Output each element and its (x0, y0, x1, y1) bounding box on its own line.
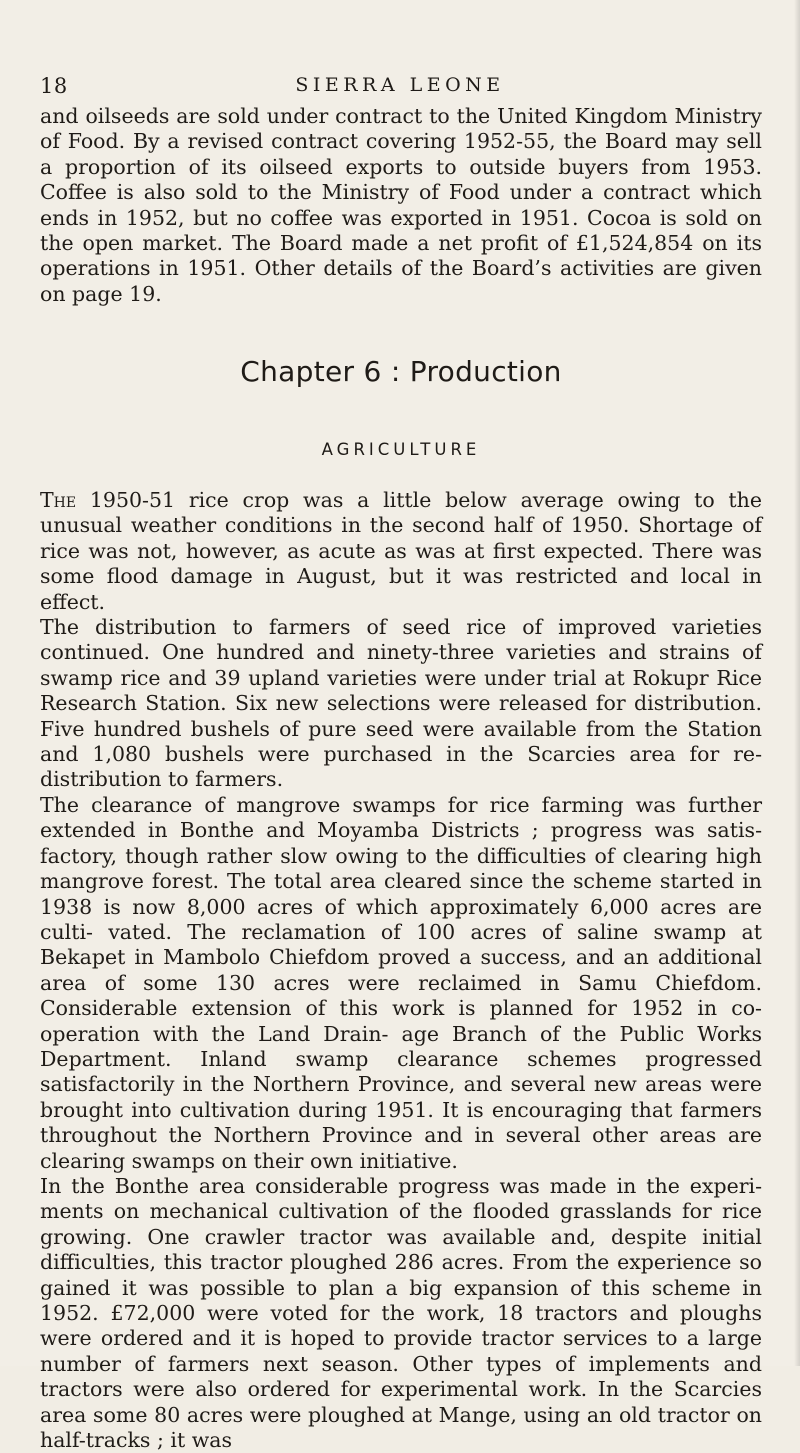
paragraph-text: In the Bonthe area considerable progress was made in the experi- ments on mechanical cultivation of the flooded grasslands for rice growing. One crawler tractor was available and, despite initial difficulties, this tractor ploughed 286 acres. From the experience so gained it was possible to plan a big expansion of this scheme in 1952. £72,000 were voted for the work, 18 tractors and ploughs were ordered and it is hoped to provide tractor services to a large number of farmers next season. Other types of implements and tractors were also ordered for experimental work. In the Scarcies area some 80 acres were ploughed at Mange, using an old tractor on half-tracks ; it was (40, 1173, 762, 1453)
running-header (40, 74, 760, 100)
page-number: 18 (40, 74, 68, 98)
paragraph-text: The clearance of mangrove swamps for rice farming was further extended in Bonthe and Moyamba Districts ; progress was satis- factory, though rather slow owing to the difficulties of clearing high mangrove forest. The total area cleared since the scheme started in 1938 is now 8,000 acres of which approximately 6,000 acres are culti- vated. The reclamation of 100 acres of saline swamp at Bekapet in Mambolo Chiefdom proved a success, and an additional area of some 130 acres were reclaimed in Samu Chiefdom. Considerable extension of this work is planned for 1952 in co-operation with the Land Drain- age Branch of the Public Works Department. Inland swamp clearance schemes progressed satisfactorily in the Northern Province, and several new areas were brought into cultivation during 1951. It is encouraging that farmers throughout the Northern Province and in several other areas are clearing swamps on their own initiative. (40, 792, 762, 1173)
section-heading: AGRICULTURE (321, 440, 481, 459)
body-paragraph (40, 793, 762, 1174)
body-paragraph (40, 1174, 762, 1453)
body-paragraph (40, 488, 762, 615)
agriculture-text-block (40, 488, 762, 1453)
running-title: SIERRA LEONE (295, 74, 505, 96)
page-edge-shadow (794, 0, 800, 1366)
paragraph-text: The distribution to farmers of seed rice of improved varieties continued. One hundred and ninety-three varieties and strains of swamp rice and 39 upland varieties were under trial at Rokupr Rice Research Station. Six new selections were released for distribution. Five hundred bushels of pure seed were available from the Station and 1,080 bushels were purchased in the Scarcies area for re-distribution to farmers. (40, 615, 762, 792)
body-paragraph (40, 615, 762, 793)
intro-text-block (40, 104, 762, 307)
chapter-title: Chapter 6 : Production (240, 355, 562, 388)
intro-paragraph: and oilseeds are sold under contract to the United Kingdom Ministry of Food. By a revised contract covering 1952-55, the Board may sell a proportion of its oilseed exports to outside buyers from 1953. Coffee is also sold to the Ministry of Food under a contract which ends in 1952, but no coffee was exported in 1951. Cocoa is sold on the open market. The Board made a net profit of £1,524,854 on its operations in 1951. Other details of the Board’s activities are given on page 19. (40, 104, 762, 306)
paragraph-lead-word: The (40, 488, 77, 512)
paragraph-text: 1950-51 rice crop was a little below average owing to the unusual weather conditions in the second half of 1950. Shortage of rice was not, however, as acute as was at first expected. There was some flood damage in August, but it was restricted and local in effect. (40, 488, 762, 614)
